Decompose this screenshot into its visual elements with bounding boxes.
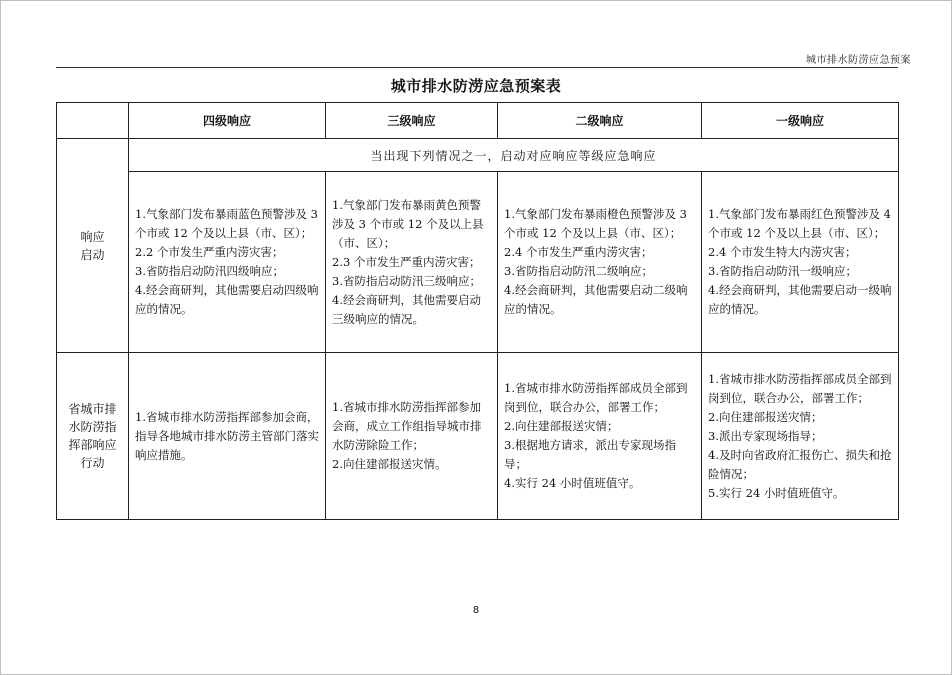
row-label-line: 启动	[80, 247, 105, 262]
list-item: 3.根据地方请求，派出专家现场指导；	[504, 438, 676, 471]
cell-action-level4	[129, 353, 326, 520]
list-item: 1.省城市排水防涝指挥部成员全部到岗到位，联合办公，部署工作；	[504, 381, 688, 414]
list-item: 2.2 个市发生严重内涝灾害；	[135, 245, 284, 259]
row-label-line: 省城市排	[68, 402, 117, 416]
cell-action-level1	[702, 353, 899, 520]
list-item: 4.实行 24 小时值班值守。	[504, 476, 641, 490]
list-item: 4.经会商研判，其他需要启动四级响应的情况。	[135, 283, 319, 316]
row-label-line: 水防涝指	[68, 420, 117, 434]
list-item: 1.气象部门发布暴雨黄色预警涉及 3 个市或 12 个及以上县（市、区）；	[332, 197, 484, 250]
column-header-level4: 四级响应	[129, 103, 326, 139]
cell-start-level1	[702, 172, 899, 353]
row-label-action	[57, 353, 129, 520]
row-label-line: 响应	[80, 229, 105, 244]
list-item: 4.经会商研判，其他需要启动二级响应的情况。	[504, 283, 688, 316]
page-number: 8	[472, 605, 480, 616]
response-plan-table	[56, 102, 899, 520]
list-item: 5.实行 24 小时值班值守。	[708, 485, 845, 500]
list-item: 1.省城市排水防涝指挥部成员全部到岗到位，联合办公，部署工作；	[708, 371, 892, 405]
row-label-line: 挥部响应	[68, 438, 117, 452]
list-item: 2.向住建部报送灾情。	[332, 457, 447, 471]
column-header-level2: 二级响应	[498, 103, 702, 139]
table-row-start	[57, 172, 899, 353]
instruction-row	[57, 139, 899, 172]
cell-action-level3	[326, 353, 498, 520]
list-item: 2.向住建部报送灾情；	[504, 419, 619, 433]
column-header-level1: 一级响应	[702, 103, 899, 139]
cell-start-level3	[326, 172, 498, 353]
list-item: 3.省防指启动防汛一级响应；	[708, 264, 857, 278]
list-item: 1.气象部门发布暴雨橙色预警涉及 3 个市或 12 个及以上县（市、区）；	[504, 207, 687, 240]
list-item: 3.省防指启动防汛二级响应；	[504, 264, 653, 278]
list-item: 1.省城市排水防涝指挥部参加会商，指导各地城市排水防涝主管部门落实响应措施。	[135, 409, 319, 462]
list-item: 4.及时向省政府汇报伤亡、损失和抢险情况；	[708, 447, 892, 481]
row-label-start	[57, 139, 129, 353]
running-header: 城市排水防涝应急预案	[806, 55, 911, 66]
row-label-line: 行动	[80, 456, 105, 470]
document-title: 城市排水防涝应急预案表	[390, 77, 562, 95]
list-item: 1.气象部门发布暴雨蓝色预警涉及 3 个市或 12 个及以上县（市、区）；	[135, 207, 318, 240]
cell-start-level4	[129, 172, 326, 353]
header-rule	[56, 67, 898, 68]
table-row-action	[57, 353, 899, 520]
list-item: 1.省城市排水防涝指挥部参加会商，成立工作组指导城市排水防涝除险工作；	[332, 400, 482, 452]
list-item: 3.省防指启动防汛三级响应；	[332, 273, 481, 288]
corner-cell	[57, 103, 129, 139]
list-item: 2.4 个市发生严重内涝灾害；	[504, 245, 653, 259]
list-item: 3.省防指启动防汛四级响应；	[135, 264, 284, 278]
column-header-level3: 三级响应	[326, 103, 498, 139]
list-item: 4.经会商研判，其他需要启动一级响应的情况。	[708, 283, 892, 316]
list-item: 1.气象部门发布暴雨红色预警涉及 4 个市或 12 个及以上县（市、区）；	[708, 207, 891, 240]
table-header-row	[57, 103, 899, 139]
list-item: 3.派出专家现场指导；	[708, 428, 823, 443]
instruction-text: 当出现下列情况之一，启动对应响应等级应急响应	[129, 139, 899, 172]
list-item: 2.4 个市发生特大内涝灾害；	[708, 245, 857, 259]
list-item: 2.3 个市发生严重内涝灾害；	[332, 254, 481, 269]
list-item: 2.向住建部报送灾情；	[708, 409, 823, 424]
cell-start-level2	[498, 172, 702, 353]
cell-action-level2	[498, 353, 702, 520]
list-item: 4.经会商研判，其他需要启动三级响应的情况。	[332, 292, 481, 326]
